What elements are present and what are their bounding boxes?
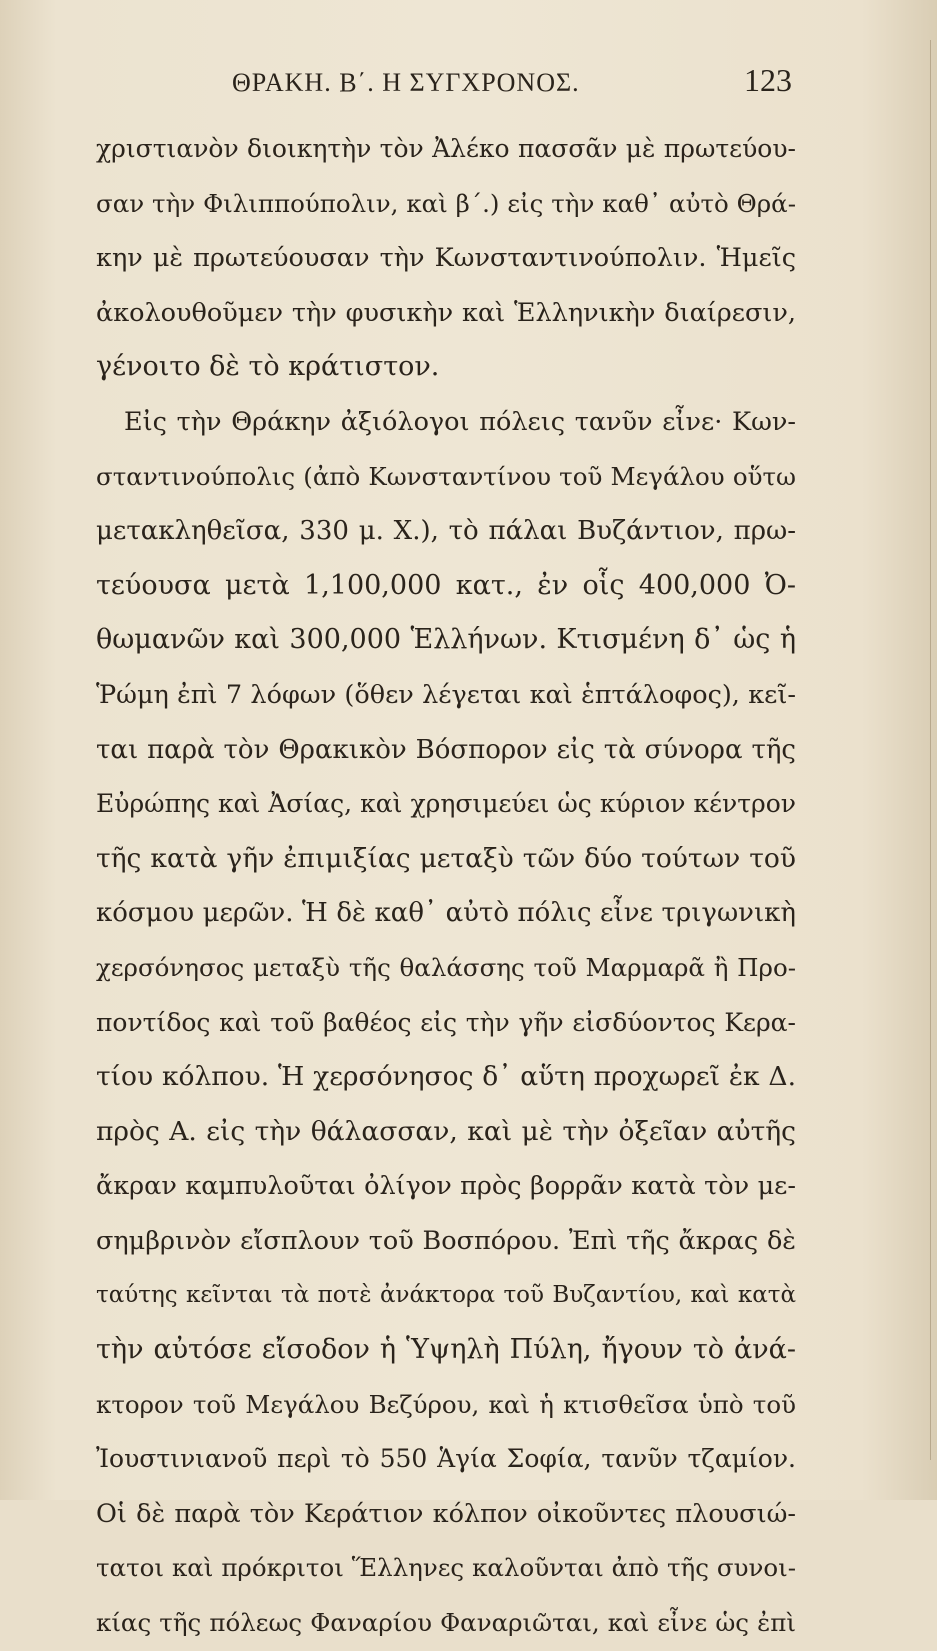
text-line: τὴν αὐτόσε εἴσοδον ἡ Ὑψηλὴ Πύλη, ἤγουν τὸ ἀνά- (96, 1334, 796, 1366)
text-line: ταύτης κεῖνται τὰ ποτὲ ἀνάκτορα τοῦ Βυζαντίου, καὶ κατὰ (96, 1282, 796, 1309)
text-line: γένοιτο δὲ τὸ κράτιστον. (96, 351, 440, 383)
page-header (96, 60, 796, 110)
text-line: χριστιανὸν διοικητὴν τὸν Ἀλέκο πασσᾶν μὲ πρωτεύου- (96, 134, 796, 163)
text-line: ποντίδος καὶ τοῦ βαθέος εἰς τὴν γῆν εἰσδύοντος Κερα- (96, 1007, 796, 1037)
page-number: 123 (744, 62, 792, 98)
text-line: Εἰς τὴν Θράκην ἀξιόλογοι πόλεις τανῦν εἶνε· Κων- (124, 406, 796, 437)
text-line: σαν τὴν Φιλιππούπολιν, καὶ β΄.) εἰς τὴν καθ᾽ αὐτὸ Θρά- (96, 188, 796, 218)
text-line: κτορον τοῦ Μεγάλου Βεζύρου, καὶ ἡ κτισθεῖσα ὑπὸ τοῦ (96, 1389, 796, 1419)
text-line: πρὸς Α. εἰς τὴν θάλασσαν, καὶ μὲ τὴν ὀξεῖαν αὐτῆς (96, 1115, 796, 1147)
text-line: θωμανῶν καὶ 300,000 Ἑλλήνων. Κτισμένη δ᾽ ὡς ἡ (96, 624, 796, 656)
text-line: ἄκραν καμπυλοῦται ὀλίγον πρὸς βορρᾶν κατὰ τὸν με- (96, 1171, 796, 1202)
text-line: τῆς κατὰ γῆν ἐπιμιξίας μεταξὺ τῶν δύο τούτων τοῦ (96, 842, 796, 874)
page-edge (930, 40, 931, 1460)
text-line: Εὐρώπης καὶ Ἀσίας, καὶ χρησιμεύει ὡς κύριον κέντρον (96, 789, 796, 819)
text-line: ἀκολουθοῦμεν τὴν φυσικὴν καὶ Ἑλληνικὴν διαίρεσιν, (96, 297, 796, 328)
text-line: ται παρὰ τὸν Θρακικὸν Βόσπορον εἰς τὰ σύνορα τῆς (96, 734, 796, 765)
text-line: τεύουσα μετὰ 1,100,000 κατ., ἐν οἷς 400,000 Ὀ- (96, 569, 796, 601)
text-line: σταντινούπολις (ἀπὸ Κωνσταντίνου τοῦ Μεγάλου οὕτω (96, 461, 796, 491)
text-line: τατοι καὶ πρόκριτοι Ἕλληνες καλοῦνται ἀπὸ τῆς συνοι- (96, 1553, 796, 1583)
running-head: ΘΡΑΚΗ. Β΄. Η ΣΥΓΧΡΟΝΟΣ. (232, 68, 580, 97)
text-line: Ῥώμη ἐπὶ 7 λόφων (ὅθεν λέγεται καὶ ἑπτάλοφος), κεῖ- (96, 679, 796, 710)
text-line: κίας τῆς πόλεως Φαναρίου Φαναριῶται, καὶ εἶνε ὡς ἐπὶ (96, 1608, 796, 1638)
text-line: σημβρινὸν εἴσπλουν τοῦ Βοσπόρου. Ἐπὶ τῆς ἄκρας δὲ (96, 1225, 796, 1256)
text-line: κόσμου μερῶν. Ἡ δὲ καθ᾽ αὐτὸ πόλις εἶνε τριγωνικὴ (96, 898, 796, 929)
text-line: κην μὲ πρωτεύουσαν τὴν Κωνσταντινούπολιν. Ἡμεῖς (96, 243, 796, 274)
text-line: χερσόνησος μεταξὺ τῆς θαλάσσης τοῦ Μαρμαρᾶ ἢ Προ- (96, 952, 796, 982)
text-line: Οἱ δὲ παρὰ τὸν Κεράτιον κόλπον οἰκοῦντες πλουσιώ- (96, 1498, 796, 1529)
text-line: μετακληθεῖσα, 330 μ. Χ.), τὸ πάλαι Βυζάντιον, πρω- (96, 516, 796, 547)
body-text (96, 122, 796, 1651)
text-line: τίου κόλπου. Ἡ χερσόνησος δ᾽ αὕτη προχωρεῖ ἐκ Δ. (96, 1061, 796, 1093)
text-line: Ἰουστινιανοῦ περὶ τὸ 550 Ἁγία Σοφία, τανῦν τζαμίον. (96, 1444, 796, 1474)
